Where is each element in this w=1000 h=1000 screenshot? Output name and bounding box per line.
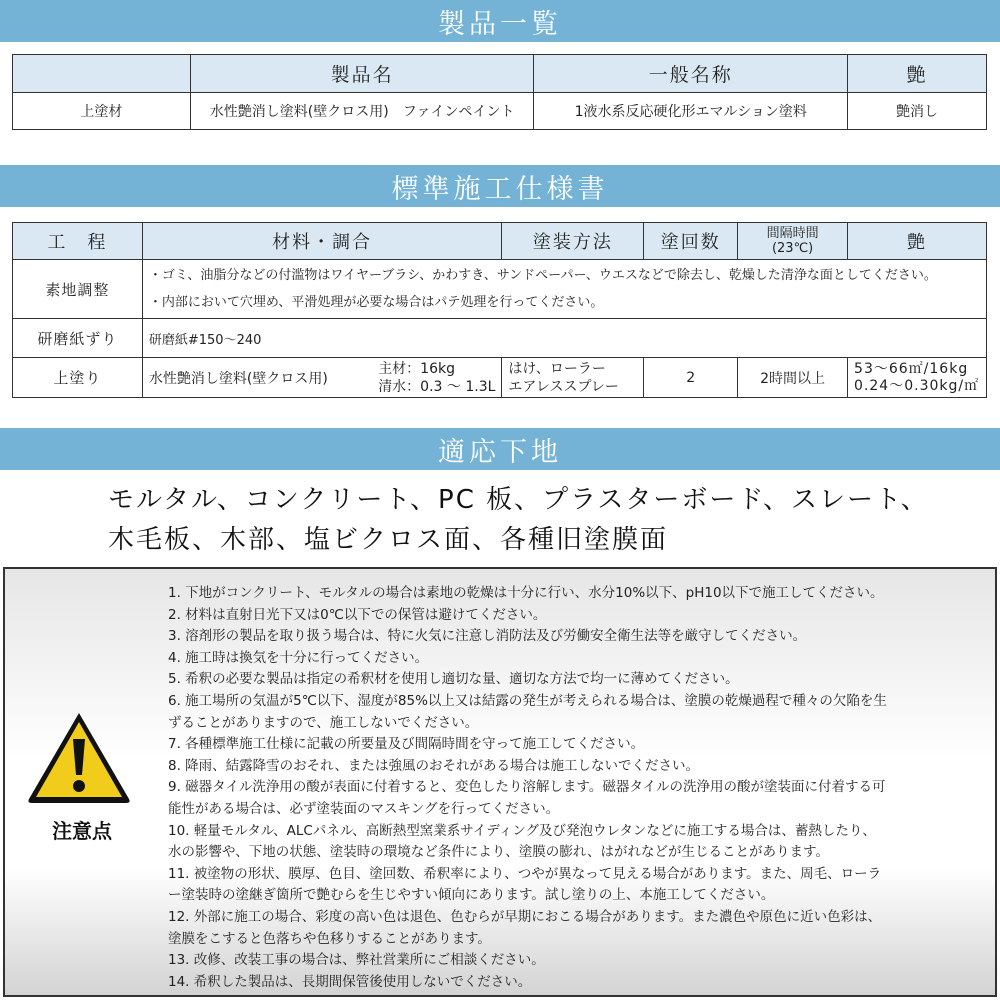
yield-area: 53～66㎡/16kg bbox=[854, 360, 969, 377]
process-sanding: 研磨紙ずり bbox=[13, 319, 143, 358]
caution-note: 7. 各種標準施工仕様に記載の所要量及び間隔時間を守って施工してください。 bbox=[168, 736, 645, 753]
warning-icon bbox=[25, 709, 133, 805]
caution-box bbox=[3, 567, 997, 997]
caution-note: 塗膜をこすると色落ちや色移りすることがあります。 bbox=[168, 930, 491, 947]
caution-notes bbox=[168, 583, 988, 993]
product-gloss: 艶消し bbox=[848, 93, 987, 130]
product-list-banner: 製品一覧 bbox=[0, 0, 1000, 42]
process-topcoat: 上塗り bbox=[13, 358, 143, 398]
topcoat-method bbox=[502, 358, 644, 398]
caution-note: 5. 希釈の必要な製品は指定の希釈材を使用し適切な量、適切な方法で均一に薄めてください。 bbox=[168, 671, 739, 688]
spec-banner: 標準施工仕様書 bbox=[0, 165, 1000, 207]
yield-weight: 0.24～0.30kg/㎡ bbox=[854, 377, 980, 394]
caution-note: 3. 溶剤形の製品を取り扱う場合は、特に火気に注意し消防法及び労働安全衛生法等を厳守してください。 bbox=[168, 628, 807, 645]
product-name: 水性艶消し塗料(壁クロス用) ファインペイント bbox=[190, 93, 534, 130]
topcoat-yield bbox=[848, 358, 987, 398]
caution-label: 注意点 bbox=[52, 819, 112, 843]
caution-note: 10. 軽量モルタル、ALCパネル、高断熱型窯業系サイディング及び発泡ウレタンなどに施工する場合は、蓄熱したり、 bbox=[168, 822, 876, 839]
caution-note: 8. 降雨、結露降雪のおそれ、または強風のおそれがある場合は施工しないでください。 bbox=[168, 757, 699, 774]
header-blank bbox=[13, 55, 191, 93]
spec-row-base-prep bbox=[13, 260, 987, 319]
header-coats: 塗回数 bbox=[644, 223, 738, 260]
caution-note: 1. 下地がコンクリート、モルタルの場合は素地の乾燥は十分に行い、水分10%以下、pH10以下で施工してください。 bbox=[168, 585, 884, 601]
process-base-prep: 素地調整 bbox=[13, 260, 143, 319]
product-table-header bbox=[13, 55, 987, 93]
spec-row-sanding bbox=[13, 319, 987, 358]
caution-note: ー塗装時の塗継ぎ箇所で艶むらを生じやすい傾向にあります。試し塗りの上、本施工してください。 bbox=[168, 887, 775, 904]
header-interval-line2: (23℃) bbox=[771, 241, 814, 256]
sanding-material: 研磨紙#150～240 bbox=[142, 319, 986, 358]
base-prep-notes bbox=[142, 260, 986, 319]
topcoat-interval: 2時間以上 bbox=[738, 358, 848, 398]
header-gloss: 艶 bbox=[848, 55, 987, 93]
base-prep-note: ・内部において穴埋め、平滑処理が必要な場合はパテ処理を行ってください。 bbox=[148, 295, 604, 310]
substrate-list bbox=[108, 480, 988, 560]
header-material: 材料・調合 bbox=[142, 223, 502, 260]
method-brush-roller: はけ、ローラー bbox=[508, 360, 606, 377]
topcoat-coats: 2 bbox=[644, 358, 738, 398]
caution-note: 4. 施工時は換気を十分に行ってください。 bbox=[168, 649, 429, 666]
spec-row-topcoat bbox=[13, 358, 987, 398]
header-process: 工 程 bbox=[13, 223, 143, 260]
header-spec-gloss: 艶 bbox=[848, 223, 987, 260]
product-general-name: 1液水系反応硬化形エマルション塗料 bbox=[534, 93, 848, 130]
header-interval-line1: 間隔時間 bbox=[766, 226, 819, 241]
caution-note: 2. 材料は直射日光下又は0℃以下での保管は避けてください。 bbox=[168, 606, 547, 623]
caution-note: 水の影響や、下地の状態、塗装時の環境など条件により、塗膜の膨れ、はがれなどが生じることがあります。 bbox=[168, 844, 829, 861]
method-airless: エアレススプレー bbox=[508, 378, 619, 395]
caution-note: 13. 改修、改装工事の場合は、弊社営業所にご相談ください。 bbox=[168, 952, 545, 969]
spec-table-header bbox=[13, 223, 987, 260]
base-prep-note: ・ゴミ、油脂分などの付滥物はワイヤーブラシ、かわすき、サンドペーパー、ウエスなどで除去し、乾燥した清浄な面としてください。 bbox=[148, 268, 937, 283]
caution-note: 能性がある場合は、必ず塗装面のマスキングを行ってください。 bbox=[168, 800, 560, 817]
product-table bbox=[12, 54, 987, 130]
caution-note: 6. 施工場所の気温が5℃以下、湿度が85%以上又は結露の発生が考えられる場合は、塗膜の乾燥過程で種々の欠陥を生 bbox=[168, 692, 887, 709]
caution-note: ずることがありますので、施工しないでください。 bbox=[168, 714, 479, 731]
substrate-line: 木毛板、木部、塩ビクロス面、各種旧塗膜面 bbox=[108, 525, 669, 555]
caution-note: 12. 外部に施工の場合、彩度の高い色は退色、色むらが早期におこる場合があります。また濃色や原色に近い色彩は、 bbox=[168, 908, 882, 925]
caution-note: 9. 磁器タイル洗浄用の酸が表面に付着すると、変色したり溶解します。磁器タイルの洗浄用の酸が塗装面に付着する可 bbox=[168, 779, 886, 796]
substrate-banner: 適応下地 bbox=[0, 428, 1000, 470]
header-method: 塗装方法 bbox=[502, 223, 644, 260]
spec-table bbox=[12, 222, 987, 398]
header-interval bbox=[738, 223, 848, 260]
product-category: 上塗材 bbox=[13, 93, 191, 130]
caution-note: 11. 被塗物の形状、膜厚、色目、塗回数、希釈率により、つやが異なって見える場合があります。また、周毛、ローラ bbox=[168, 865, 882, 882]
substrate-line: モルタル、コンクリート、PC 板、プラスターボード、スレート、 bbox=[108, 485, 929, 515]
header-general-name: 一般名称 bbox=[534, 55, 848, 93]
topcoat-material-cell bbox=[142, 358, 502, 398]
product-row bbox=[13, 93, 987, 130]
mix-water: 清水：0.3 ～ 1.3L bbox=[378, 378, 496, 395]
topcoat-material: 水性艶消し塗料(壁クロス用) bbox=[148, 370, 328, 387]
mix-main: 主材：16kg bbox=[378, 360, 455, 377]
header-product-name: 製品名 bbox=[190, 55, 534, 93]
caution-note: 14. 希釈した製品は、長期間保管後使用しないでください。 bbox=[168, 973, 532, 990]
